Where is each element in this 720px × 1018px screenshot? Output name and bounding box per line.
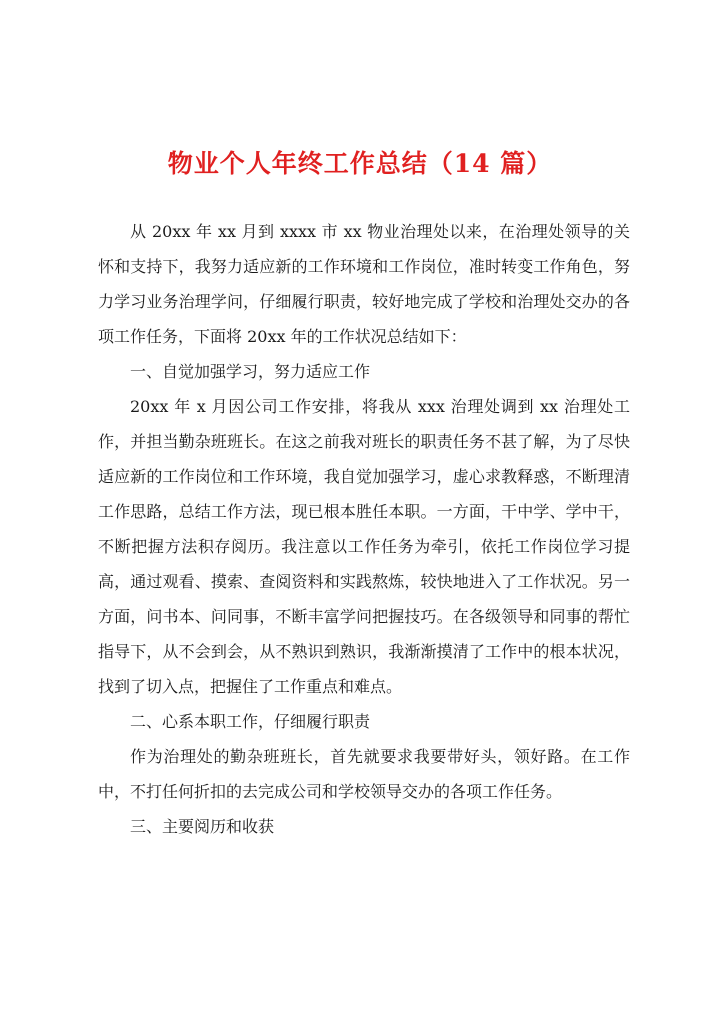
intro-paragraph: 从 20xx 年 xx 月到 xxxx 市 xx 物业治理处以来，在治理处领导的关怀和支持下，我努力适应新的工作环境和工作岗位，准时转变工作角色，努力学习业务治理学问，仔细履行职责，较好地完成了学校和治理处交办的各项工作任务，下面将 20xx 年的工作状况总结如下： [98,222,630,346]
section-heading-2: 二、心系本职工作，仔细履行职责 [130,712,371,731]
document-body [98,214,630,844]
section-heading-3: 三、主要阅历和收获 [130,817,275,836]
section-heading-1: 一、自觉加强学习，努力适应工作 [130,362,371,381]
section-1-paragraph: 20xx 年 x 月因公司工作安排，将我从 xxx 治理处调到 xx 治理处工作，并担当勤杂班班长。在这之前我对班长的职责任务不甚了解，为了尽快适应新的工作岗位和工作环境，我自觉加强学习，虚心求教释惑，不断理清工作思路，总结工作方法，现已根本胜任本职。一方面，干中学、学中干，不断把握方法积存阅历。我注意以工作任务为牵引，依托工作岗位学习提高，通过观看、摸索、查阅资料和实践熬炼，较快地进入了工作状况。另一方面，问书本、问同事，不断丰富学问把握技巧。在各级领导和同事的帮忙指导下，从不会到会，从不熟识到熟识，我渐渐摸清了工作中的根本状况，找到了切入点，把握住了工作重点和难点。 [98,397,630,696]
document-title: 物业个人年终工作总结（14 篇） [167,149,553,178]
section-2-paragraph: 作为治理处的勤杂班班长，首先就要求我要带好头，领好路。在工作中，不打任何折扣的去完成公司和学校领导交办的各项工作任务。 [98,747,630,801]
